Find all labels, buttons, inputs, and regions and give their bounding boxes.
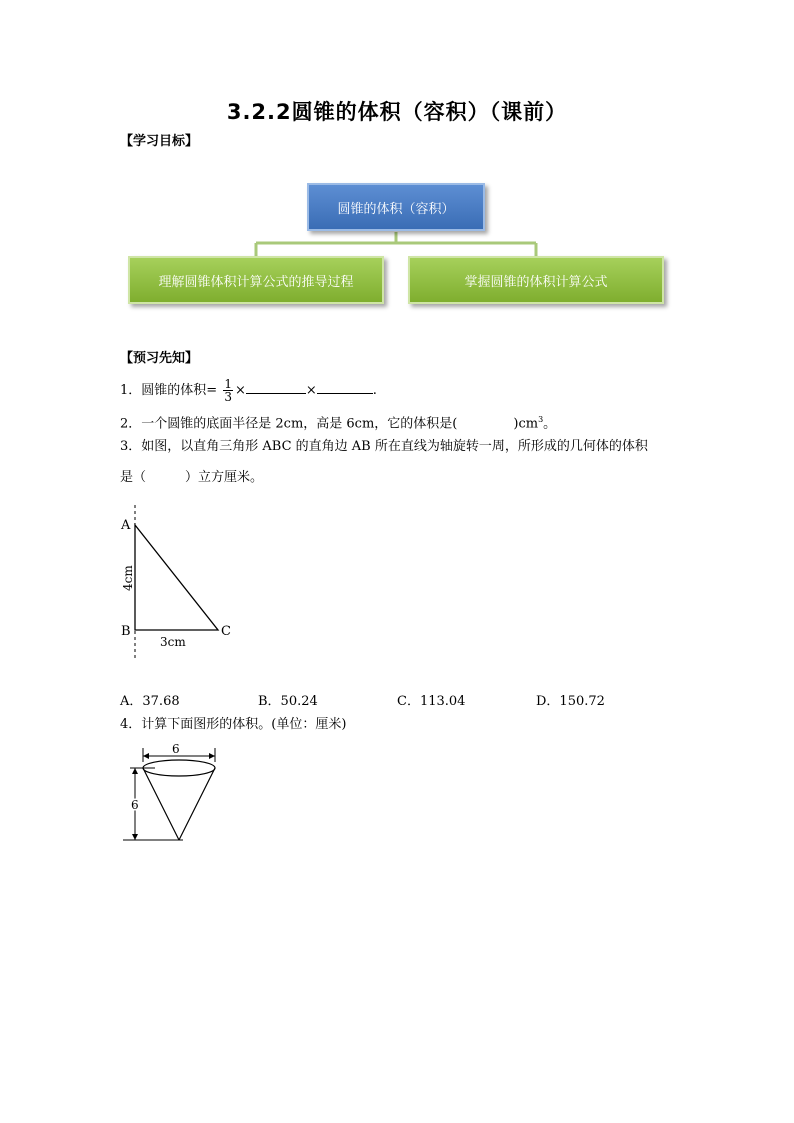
cone-side-left <box>143 768 179 840</box>
q2-end-post: 。 <box>543 416 557 432</box>
label-height: 6 <box>131 798 139 812</box>
frac-numerator: 1 <box>224 377 232 391</box>
question-3-line-2: 是（ ）立方厘米。 <box>120 470 264 485</box>
q1-times-2: × <box>305 383 317 398</box>
q1-blank-1 <box>246 381 306 394</box>
question-4: 4．计算下面图形的体积。(单位：厘米) <box>120 717 347 732</box>
q1-blank-2 <box>317 381 373 394</box>
arrow-up <box>132 768 138 774</box>
cone-side-right <box>179 768 215 840</box>
arrow-down <box>132 834 138 840</box>
label-side-ab: 4cm <box>121 565 135 591</box>
goal-box-derivation: 理解圆锥体积计算公式的推导过程 <box>128 256 384 304</box>
fraction-one-third <box>223 378 233 403</box>
goal-box-formula: 掌握圆锥的体积计算公式 <box>408 256 664 304</box>
option-b: B．50.24 <box>258 694 318 709</box>
q1-prefix: 1．圆锥的体积= <box>120 383 218 398</box>
q1-end: . <box>372 383 377 398</box>
label-c: C <box>221 624 231 639</box>
cone-figure <box>115 740 235 850</box>
arrow-left <box>143 753 149 759</box>
arrow-right <box>209 753 215 759</box>
triangle-figure <box>110 505 250 665</box>
label-a: A <box>121 518 131 533</box>
goal-box-main: 圆锥的体积（容积） <box>307 183 485 231</box>
option-d: D．150.72 <box>536 694 605 709</box>
label-diameter: 6 <box>172 742 180 756</box>
option-a: A．37.68 <box>120 694 180 709</box>
section-goals: 【学习目标】 <box>120 134 199 149</box>
q2-end-pre: )cm <box>513 416 539 432</box>
label-side-bc: 3cm <box>160 635 186 649</box>
page-title: 3.2.2圆锥的体积（容积）（课前） <box>226 100 568 124</box>
question-2 <box>120 411 556 433</box>
q2-superscript: 3 <box>538 415 544 424</box>
q1-times-1: × <box>234 383 246 398</box>
q2-text: 2．一个圆锥的底面半径是 2cm，高是 6cm，它的体积是( <box>120 416 458 432</box>
triangle-abc <box>135 525 218 630</box>
label-b: B <box>121 624 131 639</box>
question-1 <box>120 378 377 403</box>
diagram-connectors <box>0 0 794 320</box>
section-preview: 【预习先知】 <box>120 351 199 366</box>
question-3-line-1: 3．如图，以直角三角形 ABC 的直角边 AB 所在直线为轴旋转一周，所形成的几何体的体积 <box>120 439 648 454</box>
frac-denominator: 3 <box>224 390 232 404</box>
option-c: C．113.04 <box>397 694 466 709</box>
